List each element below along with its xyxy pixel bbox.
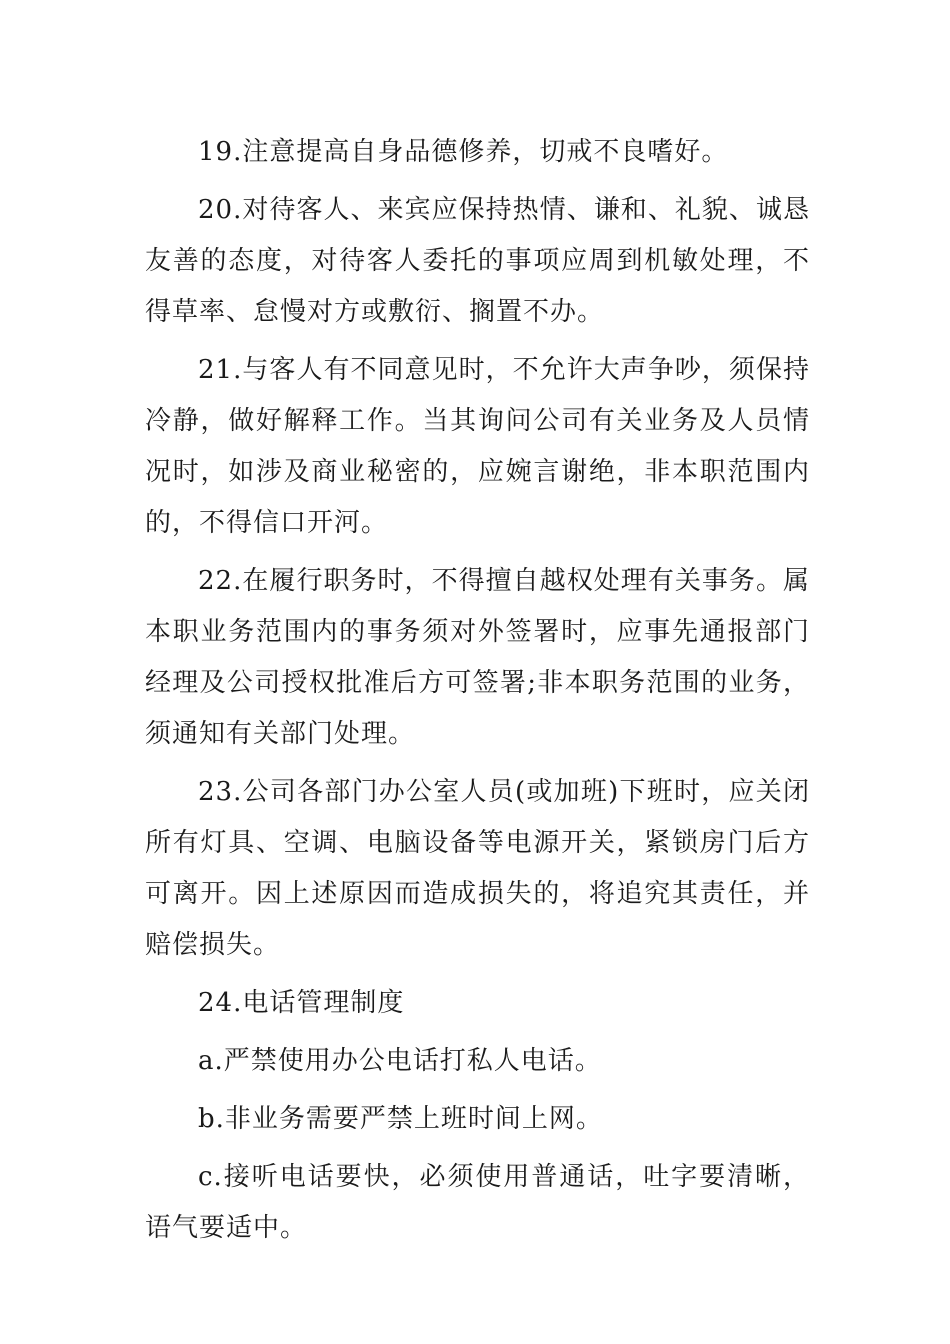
list-item-c: c.接听电话要快，必须使用普通话，吐字要清晰，语气要适中。 [145, 1162, 810, 1243]
document-body [145, 127, 810, 1261]
paragraph-22: 22.在履行职务时，不得擅自越权处理有关事务。属本职业务范围内的事务须对外签署时，应事先通报部门经理及公司授权批准后方可签署;非本职务范围的业务，须通知有关部门处理。 [145, 566, 810, 749]
list-item-a: a.严禁使用办公电话打私人电话。 [198, 1046, 602, 1076]
paragraph-19: 19.注意提高自身品德修养，切戒不良嗜好。 [198, 137, 729, 167]
section-heading-phone-policy: 24.电话管理制度 [198, 988, 405, 1018]
paragraph-21: 21.与客人有不同意见时，不允许大声争吵，须保持冷静，做好解释工作。当其询问公司有关业务及人员情况时，如涉及商业秘密的，应婉言谢绝，非本职范围内的，不得信口开河。 [145, 355, 810, 538]
paragraph-20: 20.对待客人、来宾应保持热情、谦和、礼貌、诚恳友善的态度，对待客人委托的事项应周到机敏处理，不得草率、怠慢对方或敷衍、搁置不办。 [145, 195, 810, 327]
list-item-b: b.非业务需要严禁上班时间上网。 [198, 1104, 603, 1134]
paragraph-23: 23.公司各部门办公室人员(或加班)下班时，应关闭所有灯具、空调、电脑设备等电源开关，紧锁房门后方可离开。因上述原因而造成损失的，将追究其责任，并赔偿损失。 [145, 777, 810, 960]
